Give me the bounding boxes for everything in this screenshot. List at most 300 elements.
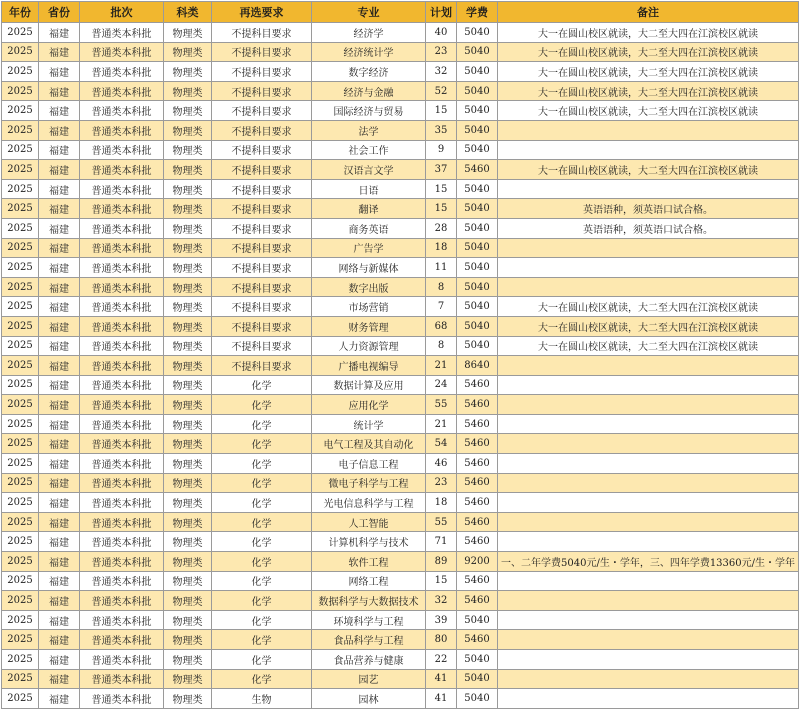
cell-province: 福建 xyxy=(39,434,80,454)
cell-province: 福建 xyxy=(39,512,80,532)
cell-batch: 普通类本科批 xyxy=(80,571,164,591)
cell-major: 商务英语 xyxy=(312,218,426,238)
table-row xyxy=(2,434,799,454)
cell-category: 物理类 xyxy=(164,160,212,180)
table-row xyxy=(2,512,799,532)
cell-province: 福建 xyxy=(39,336,80,356)
cell-tuition: 9200 xyxy=(457,552,498,572)
cell-major: 经济与金融 xyxy=(312,81,426,101)
cell-major: 园林 xyxy=(312,689,426,709)
cell-major: 微电子科学与工程 xyxy=(312,473,426,493)
cell-category: 物理类 xyxy=(164,689,212,709)
table-row xyxy=(2,336,799,356)
table-header-row xyxy=(2,2,799,23)
cell-year: 2025 xyxy=(2,101,39,121)
cell-category: 物理类 xyxy=(164,62,212,82)
cell-category: 物理类 xyxy=(164,395,212,415)
cell-tuition: 5460 xyxy=(457,493,498,513)
cell-year: 2025 xyxy=(2,179,39,199)
cell-year: 2025 xyxy=(2,336,39,356)
table-row xyxy=(2,375,799,395)
table-row xyxy=(2,669,799,689)
cell-year: 2025 xyxy=(2,277,39,297)
cell-province: 福建 xyxy=(39,179,80,199)
cell-province: 福建 xyxy=(39,571,80,591)
cell-province: 福建 xyxy=(39,277,80,297)
cell-subject-requirement: 不提科目要求 xyxy=(212,238,312,258)
cell-subject-requirement: 不提科目要求 xyxy=(212,218,312,238)
table-row xyxy=(2,610,799,630)
cell-year: 2025 xyxy=(2,238,39,258)
cell-tuition: 5040 xyxy=(457,81,498,101)
cell-batch: 普通类本科批 xyxy=(80,454,164,474)
cell-province: 福建 xyxy=(39,42,80,62)
cell-province: 福建 xyxy=(39,23,80,43)
cell-province: 福建 xyxy=(39,101,80,121)
table-row xyxy=(2,62,799,82)
table-row xyxy=(2,473,799,493)
cell-province: 福建 xyxy=(39,473,80,493)
cell-year: 2025 xyxy=(2,532,39,552)
cell-tuition: 5460 xyxy=(457,160,498,180)
table-row xyxy=(2,630,799,650)
cell-province: 福建 xyxy=(39,689,80,709)
cell-province: 福建 xyxy=(39,199,80,219)
cell-remarks xyxy=(498,179,799,199)
cell-province: 福建 xyxy=(39,62,80,82)
cell-subject-requirement: 不提科目要求 xyxy=(212,23,312,43)
cell-tuition: 8640 xyxy=(457,356,498,376)
cell-batch: 普通类本科批 xyxy=(80,160,164,180)
cell-batch: 普通类本科批 xyxy=(80,375,164,395)
cell-major: 人工智能 xyxy=(312,512,426,532)
cell-subject-requirement: 不提科目要求 xyxy=(212,120,312,140)
cell-subject-requirement: 不提科目要求 xyxy=(212,42,312,62)
cell-plan: 9 xyxy=(426,140,457,160)
cell-category: 物理类 xyxy=(164,630,212,650)
cell-plan: 28 xyxy=(426,218,457,238)
cell-major: 应用化学 xyxy=(312,395,426,415)
cell-province: 福建 xyxy=(39,610,80,630)
cell-plan: 15 xyxy=(426,101,457,121)
cell-major: 市场营销 xyxy=(312,297,426,317)
cell-remarks xyxy=(498,591,799,611)
cell-province: 福建 xyxy=(39,258,80,278)
table-row xyxy=(2,277,799,297)
cell-plan: 21 xyxy=(426,414,457,434)
cell-subject-requirement: 不提科目要求 xyxy=(212,81,312,101)
cell-batch: 普通类本科批 xyxy=(80,101,164,121)
cell-major: 数字经济 xyxy=(312,62,426,82)
cell-batch: 普通类本科批 xyxy=(80,532,164,552)
table-row xyxy=(2,454,799,474)
cell-major: 计算机科学与技术 xyxy=(312,532,426,552)
cell-category: 物理类 xyxy=(164,42,212,62)
cell-year: 2025 xyxy=(2,473,39,493)
cell-batch: 普通类本科批 xyxy=(80,591,164,611)
cell-province: 福建 xyxy=(39,356,80,376)
cell-year: 2025 xyxy=(2,610,39,630)
cell-plan: 11 xyxy=(426,258,457,278)
cell-subject-requirement: 不提科目要求 xyxy=(212,160,312,180)
cell-tuition: 5040 xyxy=(457,297,498,317)
cell-subject-requirement: 化学 xyxy=(212,532,312,552)
cell-category: 物理类 xyxy=(164,356,212,376)
table-row xyxy=(2,23,799,43)
cell-batch: 普通类本科批 xyxy=(80,277,164,297)
cell-plan: 54 xyxy=(426,434,457,454)
cell-batch: 普通类本科批 xyxy=(80,120,164,140)
cell-major: 经济学 xyxy=(312,23,426,43)
cell-remarks: 大一在圆山校区就读，大二至大四在江滨校区就读 xyxy=(498,81,799,101)
cell-plan: 15 xyxy=(426,179,457,199)
cell-batch: 普通类本科批 xyxy=(80,81,164,101)
table-row xyxy=(2,414,799,434)
cell-tuition: 5460 xyxy=(457,591,498,611)
cell-plan: 37 xyxy=(426,160,457,180)
cell-remarks: 大一在圆山校区就读，大二至大四在江滨校区就读 xyxy=(498,62,799,82)
cell-plan: 22 xyxy=(426,650,457,670)
cell-remarks xyxy=(498,610,799,630)
cell-tuition: 5460 xyxy=(457,630,498,650)
cell-category: 物理类 xyxy=(164,571,212,591)
header-tuition: 学费 xyxy=(457,2,498,23)
cell-tuition: 5460 xyxy=(457,414,498,434)
cell-plan: 32 xyxy=(426,62,457,82)
cell-category: 物理类 xyxy=(164,140,212,160)
cell-batch: 普通类本科批 xyxy=(80,552,164,572)
cell-remarks xyxy=(498,473,799,493)
cell-remarks xyxy=(498,434,799,454)
header-year: 年份 xyxy=(2,2,39,23)
cell-year: 2025 xyxy=(2,140,39,160)
cell-subject-requirement: 不提科目要求 xyxy=(212,316,312,336)
cell-batch: 普通类本科批 xyxy=(80,414,164,434)
table-row xyxy=(2,179,799,199)
cell-plan: 71 xyxy=(426,532,457,552)
cell-plan: 18 xyxy=(426,493,457,513)
cell-plan: 55 xyxy=(426,395,457,415)
table-row xyxy=(2,532,799,552)
cell-remarks xyxy=(498,669,799,689)
cell-major: 数据计算及应用 xyxy=(312,375,426,395)
cell-subject-requirement: 不提科目要求 xyxy=(212,62,312,82)
cell-category: 物理类 xyxy=(164,238,212,258)
cell-remarks: 大一在圆山校区就读，大二至大四在江滨校区就读 xyxy=(498,23,799,43)
cell-major: 经济统计学 xyxy=(312,42,426,62)
cell-plan: 8 xyxy=(426,277,457,297)
cell-tuition: 5460 xyxy=(457,454,498,474)
cell-major: 数字出版 xyxy=(312,277,426,297)
cell-plan: 21 xyxy=(426,356,457,376)
cell-year: 2025 xyxy=(2,356,39,376)
cell-batch: 普通类本科批 xyxy=(80,316,164,336)
cell-tuition: 5040 xyxy=(457,238,498,258)
cell-remarks xyxy=(498,120,799,140)
table-row xyxy=(2,571,799,591)
cell-tuition: 5040 xyxy=(457,42,498,62)
cell-major: 食品科学与工程 xyxy=(312,630,426,650)
header-province: 省份 xyxy=(39,2,80,23)
cell-subject-requirement: 不提科目要求 xyxy=(212,199,312,219)
cell-batch: 普通类本科批 xyxy=(80,493,164,513)
cell-category: 物理类 xyxy=(164,473,212,493)
table-row xyxy=(2,81,799,101)
cell-year: 2025 xyxy=(2,591,39,611)
cell-plan: 80 xyxy=(426,630,457,650)
cell-remarks: 英语语种，须英语口试合格。 xyxy=(498,199,799,219)
cell-tuition: 5040 xyxy=(457,120,498,140)
cell-year: 2025 xyxy=(2,552,39,572)
cell-subject-requirement: 不提科目要求 xyxy=(212,277,312,297)
cell-major: 光电信息科学与工程 xyxy=(312,493,426,513)
cell-subject-requirement: 化学 xyxy=(212,630,312,650)
header-subject-requirement: 再选要求 xyxy=(212,2,312,23)
cell-year: 2025 xyxy=(2,42,39,62)
cell-category: 物理类 xyxy=(164,199,212,219)
cell-province: 福建 xyxy=(39,140,80,160)
cell-remarks xyxy=(498,650,799,670)
cell-remarks: 英语语种，须英语口试合格。 xyxy=(498,218,799,238)
cell-major: 翻译 xyxy=(312,199,426,219)
cell-plan: 40 xyxy=(426,23,457,43)
cell-category: 物理类 xyxy=(164,610,212,630)
cell-subject-requirement: 化学 xyxy=(212,473,312,493)
cell-province: 福建 xyxy=(39,454,80,474)
cell-province: 福建 xyxy=(39,630,80,650)
cell-year: 2025 xyxy=(2,375,39,395)
cell-province: 福建 xyxy=(39,552,80,572)
table-row xyxy=(2,297,799,317)
cell-plan: 35 xyxy=(426,120,457,140)
cell-subject-requirement: 化学 xyxy=(212,454,312,474)
cell-batch: 普通类本科批 xyxy=(80,669,164,689)
cell-tuition: 5040 xyxy=(457,277,498,297)
cell-province: 福建 xyxy=(39,375,80,395)
cell-major: 统计学 xyxy=(312,414,426,434)
cell-subject-requirement: 化学 xyxy=(212,610,312,630)
cell-category: 物理类 xyxy=(164,669,212,689)
cell-year: 2025 xyxy=(2,454,39,474)
cell-category: 物理类 xyxy=(164,414,212,434)
cell-plan: 55 xyxy=(426,512,457,532)
cell-tuition: 5040 xyxy=(457,62,498,82)
header-major: 专业 xyxy=(312,2,426,23)
cell-subject-requirement: 生物 xyxy=(212,689,312,709)
cell-year: 2025 xyxy=(2,316,39,336)
table-row xyxy=(2,591,799,611)
cell-plan: 32 xyxy=(426,591,457,611)
cell-remarks xyxy=(498,277,799,297)
cell-remarks xyxy=(498,395,799,415)
cell-tuition: 5040 xyxy=(457,316,498,336)
cell-major: 网络与新媒体 xyxy=(312,258,426,278)
table-row xyxy=(2,689,799,709)
cell-province: 福建 xyxy=(39,218,80,238)
cell-batch: 普通类本科批 xyxy=(80,62,164,82)
cell-plan: 7 xyxy=(426,297,457,317)
cell-tuition: 5460 xyxy=(457,532,498,552)
table-row xyxy=(2,140,799,160)
cell-tuition: 5040 xyxy=(457,179,498,199)
cell-category: 物理类 xyxy=(164,434,212,454)
cell-category: 物理类 xyxy=(164,258,212,278)
cell-category: 物理类 xyxy=(164,81,212,101)
cell-category: 物理类 xyxy=(164,512,212,532)
cell-year: 2025 xyxy=(2,81,39,101)
cell-tuition: 5040 xyxy=(457,101,498,121)
cell-year: 2025 xyxy=(2,689,39,709)
table-row xyxy=(2,160,799,180)
cell-plan: 15 xyxy=(426,199,457,219)
cell-remarks xyxy=(498,512,799,532)
cell-year: 2025 xyxy=(2,669,39,689)
table-row xyxy=(2,493,799,513)
cell-subject-requirement: 化学 xyxy=(212,375,312,395)
cell-batch: 普通类本科批 xyxy=(80,199,164,219)
table-row xyxy=(2,199,799,219)
cell-category: 物理类 xyxy=(164,179,212,199)
cell-province: 福建 xyxy=(39,395,80,415)
cell-remarks xyxy=(498,493,799,513)
cell-year: 2025 xyxy=(2,297,39,317)
cell-remarks xyxy=(498,532,799,552)
header-batch: 批次 xyxy=(80,2,164,23)
table-row xyxy=(2,258,799,278)
cell-tuition: 5040 xyxy=(457,610,498,630)
table-row xyxy=(2,316,799,336)
cell-province: 福建 xyxy=(39,650,80,670)
cell-remarks: 大一在圆山校区就读，大二至大四在江滨校区就读 xyxy=(498,316,799,336)
cell-tuition: 5040 xyxy=(457,258,498,278)
cell-category: 物理类 xyxy=(164,650,212,670)
cell-subject-requirement: 不提科目要求 xyxy=(212,179,312,199)
table-row xyxy=(2,120,799,140)
cell-plan: 24 xyxy=(426,375,457,395)
header-remarks: 备注 xyxy=(498,2,799,23)
cell-subject-requirement: 不提科目要求 xyxy=(212,336,312,356)
cell-category: 物理类 xyxy=(164,23,212,43)
table-row xyxy=(2,238,799,258)
cell-major: 法学 xyxy=(312,120,426,140)
cell-subject-requirement: 化学 xyxy=(212,395,312,415)
cell-subject-requirement: 不提科目要求 xyxy=(212,140,312,160)
cell-year: 2025 xyxy=(2,630,39,650)
cell-plan: 39 xyxy=(426,610,457,630)
cell-category: 物理类 xyxy=(164,375,212,395)
cell-batch: 普通类本科批 xyxy=(80,630,164,650)
cell-subject-requirement: 不提科目要求 xyxy=(212,356,312,376)
admission-plan-table xyxy=(1,1,799,709)
cell-remarks: 大一在圆山校区就读，大二至大四在江滨校区就读 xyxy=(498,297,799,317)
cell-province: 福建 xyxy=(39,120,80,140)
cell-remarks: 大一在圆山校区就读，大二至大四在江滨校区就读 xyxy=(498,101,799,121)
cell-major: 人力资源管理 xyxy=(312,336,426,356)
cell-province: 福建 xyxy=(39,297,80,317)
cell-plan: 46 xyxy=(426,454,457,474)
cell-subject-requirement: 化学 xyxy=(212,571,312,591)
cell-remarks xyxy=(498,689,799,709)
cell-subject-requirement: 化学 xyxy=(212,591,312,611)
cell-subject-requirement: 化学 xyxy=(212,493,312,513)
cell-remarks xyxy=(498,630,799,650)
cell-tuition: 5460 xyxy=(457,395,498,415)
cell-tuition: 5040 xyxy=(457,23,498,43)
cell-remarks xyxy=(498,375,799,395)
cell-major: 数据科学与大数据技术 xyxy=(312,591,426,611)
cell-plan: 52 xyxy=(426,81,457,101)
cell-remarks: 一、二年学费5040元/生・学年，三、四年学费13360元/生・学年 xyxy=(498,552,799,572)
cell-subject-requirement: 不提科目要求 xyxy=(212,258,312,278)
cell-year: 2025 xyxy=(2,571,39,591)
cell-year: 2025 xyxy=(2,23,39,43)
cell-batch: 普通类本科批 xyxy=(80,650,164,670)
cell-batch: 普通类本科批 xyxy=(80,473,164,493)
cell-year: 2025 xyxy=(2,512,39,532)
cell-remarks: 大一在圆山校区就读，大二至大四在江滨校区就读 xyxy=(498,336,799,356)
table-row xyxy=(2,552,799,572)
cell-province: 福建 xyxy=(39,532,80,552)
cell-major: 广告学 xyxy=(312,238,426,258)
cell-year: 2025 xyxy=(2,434,39,454)
header-category: 科类 xyxy=(164,2,212,23)
cell-remarks xyxy=(498,571,799,591)
table-row xyxy=(2,650,799,670)
cell-subject-requirement: 化学 xyxy=(212,434,312,454)
table-row xyxy=(2,101,799,121)
cell-category: 物理类 xyxy=(164,120,212,140)
cell-major: 网络工程 xyxy=(312,571,426,591)
cell-remarks: 大一在圆山校区就读，大二至大四在江滨校区就读 xyxy=(498,160,799,180)
cell-province: 福建 xyxy=(39,160,80,180)
cell-plan: 23 xyxy=(426,473,457,493)
cell-remarks xyxy=(498,414,799,434)
cell-tuition: 5460 xyxy=(457,434,498,454)
cell-province: 福建 xyxy=(39,414,80,434)
cell-subject-requirement: 化学 xyxy=(212,669,312,689)
cell-category: 物理类 xyxy=(164,297,212,317)
cell-tuition: 5040 xyxy=(457,669,498,689)
header-plan: 计划 xyxy=(426,2,457,23)
cell-batch: 普通类本科批 xyxy=(80,42,164,62)
cell-tuition: 5040 xyxy=(457,199,498,219)
cell-batch: 普通类本科批 xyxy=(80,512,164,532)
cell-year: 2025 xyxy=(2,650,39,670)
cell-remarks xyxy=(498,454,799,474)
cell-category: 物理类 xyxy=(164,336,212,356)
cell-subject-requirement: 化学 xyxy=(212,650,312,670)
cell-subject-requirement: 不提科目要求 xyxy=(212,297,312,317)
cell-batch: 普通类本科批 xyxy=(80,434,164,454)
cell-remarks xyxy=(498,356,799,376)
cell-year: 2025 xyxy=(2,199,39,219)
cell-province: 福建 xyxy=(39,81,80,101)
cell-major: 软件工程 xyxy=(312,552,426,572)
cell-subject-requirement: 化学 xyxy=(212,414,312,434)
cell-category: 物理类 xyxy=(164,218,212,238)
cell-year: 2025 xyxy=(2,258,39,278)
cell-plan: 41 xyxy=(426,689,457,709)
cell-batch: 普通类本科批 xyxy=(80,23,164,43)
cell-batch: 普通类本科批 xyxy=(80,179,164,199)
cell-major: 园艺 xyxy=(312,669,426,689)
cell-category: 物理类 xyxy=(164,454,212,474)
cell-province: 福建 xyxy=(39,669,80,689)
cell-year: 2025 xyxy=(2,160,39,180)
cell-major: 财务管理 xyxy=(312,316,426,336)
cell-remarks xyxy=(498,258,799,278)
cell-tuition: 5040 xyxy=(457,689,498,709)
